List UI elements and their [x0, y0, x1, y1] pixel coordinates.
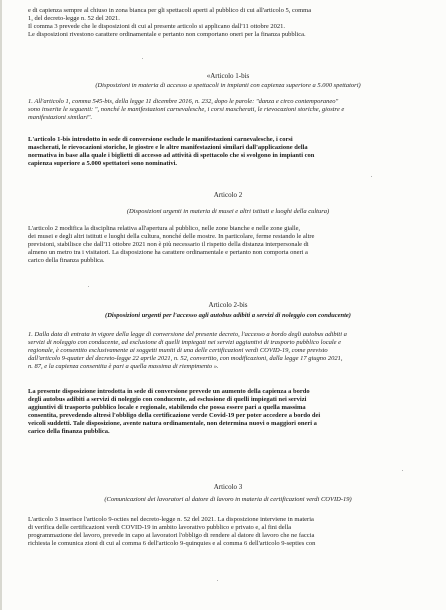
scan-speck [142, 58, 143, 59]
intro-paragraph: e di capienza sempre al chiuso in zona bianca per gli spettacoli aperti al pubblico di cui all'articolo 5, comma 1, del decreto-legge n. 52 del 2021. Il comma 3 prevede che le disposizioni di cui al presente articolo si applicano dall'11 ottobre 2021. Le disposizioni rivestono carattere ordinamentale e pertanto non comportano oneri per la finanza pubblica. [28, 7, 312, 38]
scan-speck [402, 470, 403, 471]
article-2-commentary: L'articolo 2 modifica la disciplina relativa all'apertura al pubblico, nelle zone bianche e nelle zone gialle, dei musei e degli altri istituti e luoghi della cultura, nonché delle mostre. In particolare, ferme restando le altre previsioni, stabilisce che dall'11 ottobre 2021 non è più necessario il rispetto della distanza interpersonale di almeno un metro tra i visitatori. La disposizione ha carattere ordinamentale e pertanto non comporta oneri a carico della finanza pubblica. [28, 225, 315, 264]
scan-speck [217, 580, 218, 581]
article-1bis-heading: «Articolo 1-bis [206, 72, 250, 80]
article-2bis-text: 1. Dalla data di entrata in vigore della legge di conversione del presente decreto, l'accesso a bordo degli autobus adibiti a servizi di noleggio con conducente, ad esclusione di quelli impiegati nei servizi aggiuntivi di trasporto pubblico locale e regionale, è consentito esclusivamente ai soggetti muniti di una delle certificazioni verdi COVID-19, come previsto dall'articolo 9-quater del decreto-legge 22 aprile 2021, n. 52, convertito, con modificazioni, dalla legge 17 giugno 2021, n. 87, e la capienza consentita è pari a quella massima di riempimento ». [28, 331, 347, 370]
article-1bis-commentary: L'articolo 1-bis introdotto in sede di conversione esclude le manifestazioni carnevalesche, i corsi mascherati, le rievocazioni storiche, le giostre e le altre manifestazioni similari dall'applicazione della normativa in base alla quale i biglietti di accesso ad attività di spettacolo che si svolgono in impianti con capienza superiore a 5.000 spettatori sono nominativi. [28, 136, 315, 167]
article-1bis-text: 1. All'articolo 1, comma 545-bis, della legge 11 dicembre 2016, n. 232, dopo le parole: "danza e circo contemporaneo" sono inserite le seguenti: ", nonché le manifestazioni carnevalesche, i corsi mascherati, le rievocazioni storiche, giostre e manifestazioni similari". [28, 98, 345, 121]
scan-left-edge [0, 0, 2, 610]
article-2bis-heading: Articolo 2-bis [208, 301, 248, 309]
scan-speck [88, 286, 89, 287]
article-2-heading: Articolo 2 [213, 191, 243, 199]
article-3-heading: Articolo 3 [213, 483, 243, 491]
article-1bis-subtitle: (Disposizioni in materia di accesso a spettacoli in impianti con capienza superiore a 5.000 spettatori) [95, 82, 361, 89]
article-2bis-subtitle: (Disposizioni urgenti per l'accesso agli autobus adibiti a servizi di noleggio con conducente) [105, 312, 351, 319]
scan-speck [371, 176, 372, 177]
article-3-subtitle: (Comunicazioni dei lavoratori al datore di lavoro in materia di certificazioni verdi COVID-19) [104, 496, 352, 503]
article-2-subtitle: (Disposizioni urgenti in materia di musei e altri istituti e luoghi della cultura) [126, 208, 330, 215]
article-2bis-commentary: La presente disposizione introdotta in sede di conversione prevede un aumento della capienza a bordo degli autobus adibiti a servizi di noleggio con conducente, ad esclusione di quelli impiegati nei servizi aggiuntivi di trasporto pubblico locale e regionale, stabilendo che possa essere pari a quella massima consentita, prevedendo altresì l'obbligo della certificazione verde Covid-19 per poter accedere a bordo dei veicoli suddetti. Tale disposizione, avente natura ordinamentale, non determina nuovi o maggiori oneri a carico della finanza pubblica. [28, 388, 321, 435]
article-3-commentary: L'articolo 3 inserisce l'articolo 9-octies nel decreto-legge n. 52 del 2021. La disposizione interviene in materia di verifica delle certificazioni verdi COVID-19 in ambito lavorativo pubblico e privato e, al fini della programmazione del lavoro, prevede in capo ai lavoratori l'obbligo di rendere al datore di lavoro che ne faccia richiesta le comunica zioni di cui al comma 6 dell'articolo 9-quinquies e al comma 6 dell'articolo 9-septies con [28, 516, 316, 547]
